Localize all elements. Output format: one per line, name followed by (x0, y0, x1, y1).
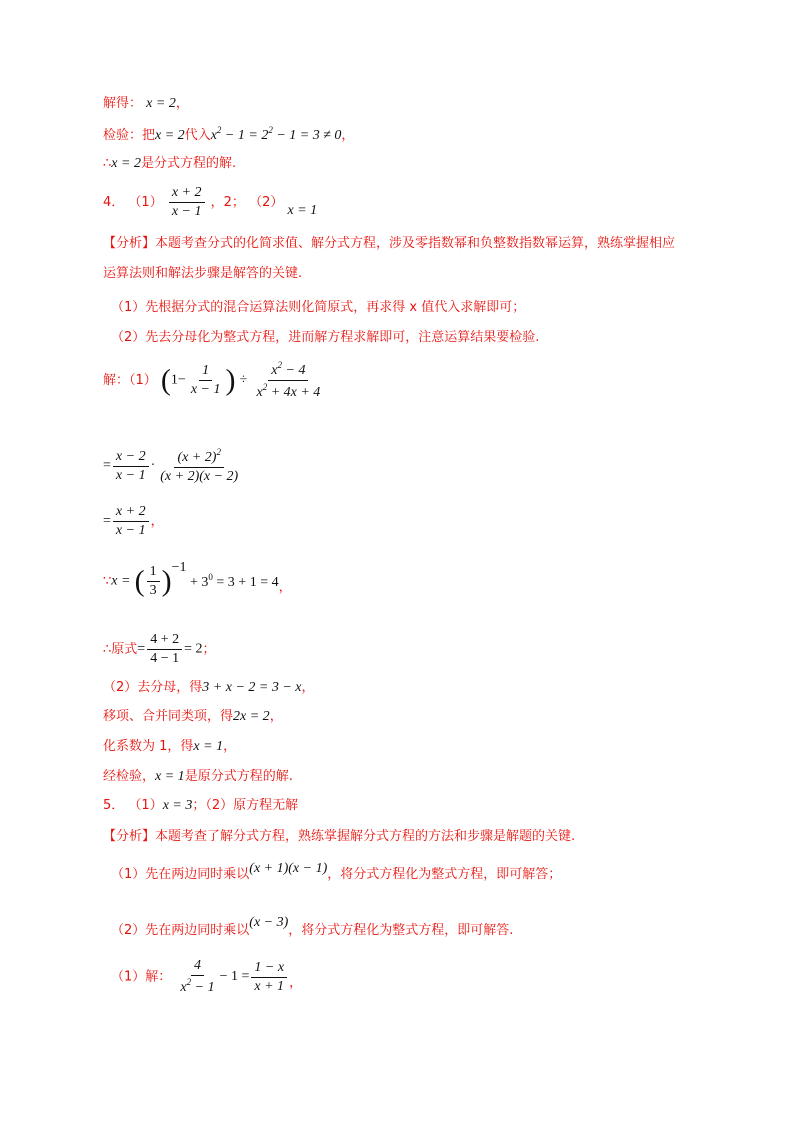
fraction-denominator: x − 1 (171, 204, 202, 219)
conclusion-line (103, 157, 236, 171)
comma: ， (223, 739, 237, 754)
label-jiede: 解得： (103, 96, 143, 111)
solution-4-result: ∴原式= $\frac{4 + 2}{4 - 1}$ = 2； (103, 632, 216, 666)
solution-4-part-1-expression: 解：（1） (1− $\frac{1}{x - 1}$ ) ÷ $\frac{x^2 - 4}{x^2 + 4x + 4}$ (103, 361, 325, 400)
step-text: （2）去分母，得 (103, 680, 203, 695)
fraction-x-plus-2-squared: $\frac{(x + 2)^2}{(x + 2)(x - 2)}$ (160, 447, 239, 484)
fraction-x2-minus-4: $\frac{x^2 - 4}{x^2 + 4x + 4}$ (256, 360, 321, 400)
answer-fraction (169, 186, 205, 219)
right-paren: ) (161, 564, 172, 598)
analysis-5-step-1 (111, 862, 561, 881)
fraction-x-plus-2-over-x-minus-1: $\frac{x + 2}{x - 1}$ (113, 505, 149, 538)
solution-4-part-2-step-1 (103, 681, 315, 695)
right-paren: ) (225, 363, 236, 397)
question-number-5: 5． (103, 798, 125, 813)
solution-4-part-2-check (103, 770, 293, 784)
analysis-tag: 【分析】 (103, 829, 156, 844)
step-math: (x + 1)(x − 1) (249, 861, 328, 876)
step-math: x = 1 (155, 769, 185, 784)
fraction-one-third: $\frac{1}{3}$ (147, 565, 160, 598)
part-1-label: （1） (128, 195, 163, 210)
step-text: 经检验， (103, 769, 156, 784)
comma: ， (278, 580, 292, 595)
fraction-6-over-3: $\frac{4 + 2}{4 - 1}$ (147, 633, 182, 666)
analysis-5-step-2 (111, 916, 513, 937)
comma: ， (301, 680, 315, 695)
comma: ， (175, 96, 189, 111)
step-text-tail: 是原分式方程的解. (184, 769, 293, 784)
comma: ， (269, 709, 283, 724)
solution-4-x-value: ∵x = ( $\frac{1}{3}$ )$^{-1} + 3^0 = 3 + 1 = 4$， (103, 560, 292, 598)
label-check: 检验：把 (103, 128, 156, 143)
comma: ， (341, 128, 355, 143)
comma: ， (289, 975, 303, 991)
part-2-answer: （2）原方程无解 (205, 798, 299, 813)
exponent-neg-1: −1 (171, 560, 187, 575)
equals-2: = 2 (184, 641, 203, 657)
fraction-4-over-x2-minus-1: $\frac{4}{x^2 - 1}$ (180, 958, 215, 995)
solution-5-part-1 (111, 959, 302, 995)
math-x-equals-2: x = 2 (111, 156, 141, 171)
analysis-5-line-1 (103, 830, 575, 843)
fraction-numerator: x + 2 (169, 186, 205, 203)
semicolon: ； (202, 642, 216, 657)
answer-x-equals-3: x = 3 (162, 798, 193, 813)
step-text: （1）先在两边同时乘以 (111, 867, 250, 882)
math-check-expr: $x^2 - 1 = 2^2 - 1 = 3 \ne 0$ (210, 125, 342, 143)
analysis-4-line-1 (103, 237, 675, 250)
solution-label: （1）解： (111, 969, 172, 985)
solution-line-x-equals-2 (103, 97, 189, 111)
step-math: 2x = 2 (233, 709, 270, 724)
minus-1-equals: − 1 = (219, 969, 250, 984)
step-math: (x − 3) (249, 915, 289, 930)
x-equals: x = (111, 573, 131, 589)
analysis-tag: 【分析】 (103, 236, 156, 251)
fraction-x-minus-2: $\frac{x - 2}{x - 1}$ (113, 450, 149, 483)
answer-x-equals-1: x = 1 (287, 203, 318, 218)
analysis-text: 本题考查分式的化简求值、解分式方程，涉及零指数幂和负整数指数幂运算，熟练掌握相应 (155, 236, 676, 251)
part-1-label: （1） (128, 798, 163, 813)
question-number-4: 4． (103, 195, 125, 210)
step-text-tail: ，将分式方程化为整式方程，即可解答. (288, 923, 514, 938)
check-line (103, 126, 354, 143)
solution-label: 解：（1） (103, 373, 157, 388)
solution-4-part-2-step-3 (103, 740, 236, 754)
semicolon: ； (192, 798, 206, 813)
because-symbol: ∵ (103, 574, 112, 589)
math-x-equals-2: x = 2 (146, 96, 176, 111)
answer-mid: ，2； (210, 195, 245, 210)
question-4-answer (103, 186, 317, 219)
solution-4-step-2: = $\frac{x - 2}{x - 1}$ · $\frac{(x + 2)^2}{(x + 2)(x - 2)}$ (103, 448, 243, 484)
label-substitute: 代入 (184, 128, 211, 143)
step-text-tail: ，将分式方程化为整式方程，即可解答； (327, 867, 562, 882)
therefore-symbol: ∴ (103, 156, 112, 171)
part-2-label: （2） (249, 195, 284, 210)
fraction-1-over-x-minus-1: $\frac{1}{x - 1}$ (190, 363, 221, 397)
step-text: （2）先在两边同时乘以 (111, 923, 250, 938)
step-math: x = 1 (193, 739, 224, 754)
analysis-4-line-2: 运算法则和解法步骤是解答的关键. (103, 266, 303, 281)
analysis-4-step-2: （2）先去分母化为整式方程，进而解方程求解即可，注意运算结果要检验. (111, 330, 540, 345)
step-math: 3 + x − 2 = 3 − x (202, 680, 302, 695)
question-5-answer (103, 799, 298, 813)
analysis-4-step-1: （1）先根据分式的混合运算法则化简原式，再求得 x 值代入求解即可； (111, 300, 526, 315)
conclusion-text: 是分式方程的解. (140, 156, 237, 171)
analysis-text: 本题考查了解分式方程，熟练掌握解分式方程的方法和步骤是解题的关键. (155, 829, 576, 844)
original-expression-label: ∴原式 (103, 642, 138, 657)
math-x-equals-2: x = 2 (155, 128, 185, 143)
divide-sign: ÷ (239, 372, 248, 388)
comma: ， (150, 514, 164, 529)
fraction-1-minus-x-over-x-plus-1: $\frac{1 - x}{x + 1}$ (251, 961, 287, 994)
solution-4-part-2-step-2 (103, 710, 283, 724)
left-paren: ( (160, 363, 171, 397)
left-paren: ( (134, 564, 145, 598)
solution-4-step-3: = $\frac{x + 2}{x - 1}$ ， (103, 504, 164, 538)
step-text: 移项、合并同类项，得 (103, 709, 234, 724)
step-text: 化系数为 1，得 (103, 739, 194, 754)
